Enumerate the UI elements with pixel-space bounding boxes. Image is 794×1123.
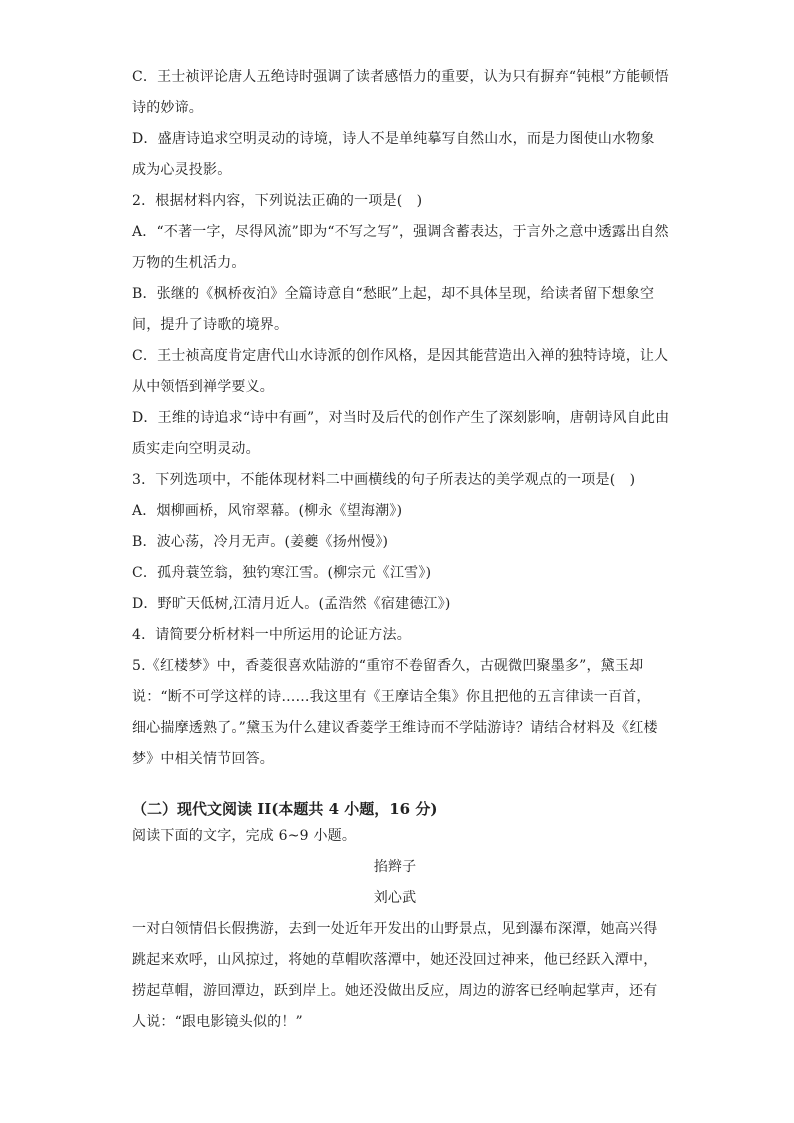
text-line: 诗的妙谛。 bbox=[132, 100, 203, 116]
text-line: A．烟柳画桥，风帘翠幕。(柳永《望海潮》) bbox=[132, 503, 403, 519]
story-title: 掐辫子 bbox=[373, 859, 417, 875]
text-line: 一对白领情侣长假携游，去到一处近年开发出的山野景点，见到瀑布深潭，她高兴得 bbox=[132, 921, 658, 937]
story-author: 刘心武 bbox=[373, 890, 417, 906]
text-line: D．王维的诗追求“诗中有画”，对当时及后代的创作产生了深刻影响，唐朝诗风自此由 bbox=[132, 410, 670, 426]
question-2: 2．根据材料内容，下列说法正确的一项是( ) bbox=[132, 193, 423, 209]
text-line: A．“不著一字，尽得风流”即为“不写之写”，强调含蓄表达，于言外之意中透露出自然 bbox=[132, 224, 669, 240]
text-line: C．王士祯评论唐人五绝诗时强调了读者感悟力的重要，认为只有摒弃“钝根”方能顿悟 bbox=[132, 69, 669, 85]
text-line: B．张继的《枫桥夜泊》全篇诗意自“愁眠”上起，却不具体呈现，给读者留下想象空 bbox=[132, 286, 655, 302]
text-line: 梦》中相关情节回答。 bbox=[132, 751, 274, 767]
question-4: 4．请简要分析材料一中所运用的论证方法。 bbox=[132, 627, 411, 643]
text-line: 间，提升了诗歌的境界。 bbox=[132, 317, 289, 333]
text-line: D．盛唐诗追求空明灵动的诗境，诗人不是单纯摹写自然山水，而是力图使山水物象 bbox=[132, 131, 655, 147]
text-line: 质实走向空明灵动。 bbox=[132, 441, 260, 457]
text-line: 说：“断不可学这样的诗……我这里有《王摩诘全集》你且把他的五言律读一百首， bbox=[132, 689, 651, 705]
questions-block bbox=[132, 62, 672, 775]
text-line: 成为心灵投影。 bbox=[132, 162, 232, 178]
text-line: 捞起草帽，游回潭边，跃到岸上。她还没做出反应，周边的游客已经响起掌声，还有 bbox=[132, 983, 658, 999]
text-line: 从中领悟到禅学要义。 bbox=[132, 379, 274, 395]
text-line: B．波心荡，冷月无声。(姜夔《扬州慢》) bbox=[132, 534, 389, 550]
page-content bbox=[132, 62, 672, 1038]
question-5: 5.《红楼梦》中，香菱很喜欢陆游的“重帘不卷留香久，古砚微凹聚墨多”，黛玉却 bbox=[132, 658, 644, 674]
question-3: 3．下列选项中，不能体现材料二中画横线的句子所表达的美学观点的一项是( ) bbox=[132, 472, 636, 488]
story-body bbox=[132, 914, 672, 1038]
instruction-text: 阅读下面的文字，完成 6~9 小题。 bbox=[132, 828, 357, 844]
text-line: C．王士祯高度肯定唐代山水诗派的创作风格，是因其能营造出入禅的独特诗境，让人 bbox=[132, 348, 669, 364]
text-line: 人说：“跟电影镜头似的！” bbox=[132, 1014, 303, 1030]
text-line: 万物的生机活力。 bbox=[132, 255, 246, 271]
text-line: D．野旷天低树,江清月近人。(孟浩然《宿建德江》) bbox=[132, 596, 451, 612]
text-line: 跳起来欢呼，山风掠过，将她的草帽吹落潭中，她还没回过神来，他已经跃入潭中， bbox=[132, 952, 658, 968]
text-line: 细心揣摩透熟了。”黛玉为什么建议香菱学王维诗而不学陆游诗？请结合材料及《红楼 bbox=[132, 720, 658, 736]
text-line: C．孤舟蓑笠翁，独钓寒江雪。(柳宗元《江雪》) bbox=[132, 565, 432, 581]
section-title: （二）现代文阅读 II(本题共 4 小题，16 分) bbox=[132, 800, 438, 818]
